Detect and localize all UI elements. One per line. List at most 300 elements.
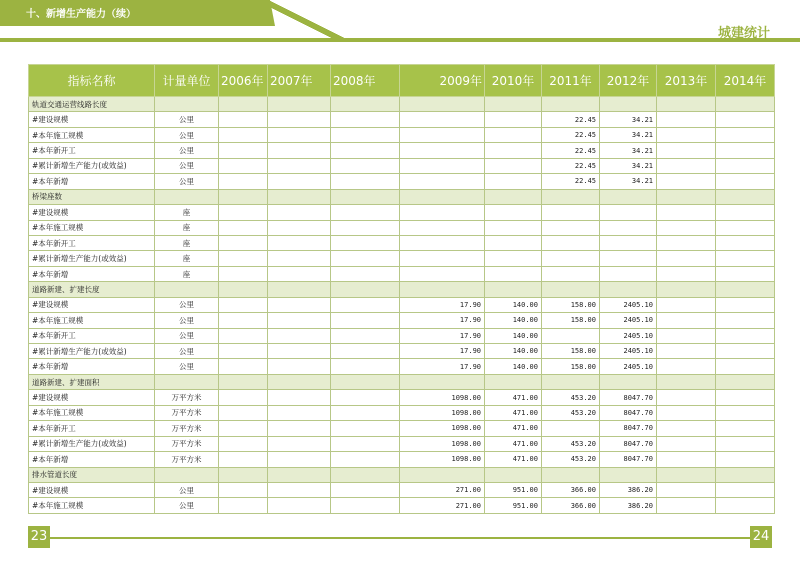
value-cell-2006年: [219, 359, 268, 374]
value-cell-2007年: [268, 158, 331, 173]
unit-cell: 座: [155, 251, 219, 266]
value-cell-2007年: [268, 482, 331, 497]
header-year-2008: 2008年: [331, 65, 400, 97]
value-cell-2012年: 2405.10: [600, 313, 657, 328]
value-cell-2013年: [657, 313, 716, 328]
header-rule: [0, 38, 800, 42]
unit-cell: 万平方米: [155, 390, 219, 405]
value-cell-2012年: [600, 205, 657, 220]
value-cell-2013年: [657, 328, 716, 343]
value-cell-2012年: 2405.10: [600, 328, 657, 343]
table-row: [29, 498, 775, 513]
value-cell-2010年: [485, 143, 542, 158]
value-cell-2010年: [485, 112, 542, 127]
value-cell-2011年: 158.00: [542, 344, 600, 359]
value-cell-2010年: [485, 158, 542, 173]
unit-cell: 公里: [155, 158, 219, 173]
unit-cell: 公里: [155, 297, 219, 312]
value-cell-2013年: [657, 158, 716, 173]
indicator-name-cell: #建设规模: [29, 482, 155, 497]
value-cell-2007年: [268, 189, 331, 204]
header-year-2009: 2009年: [400, 65, 485, 97]
value-cell-2008年: [331, 127, 400, 142]
unit-cell: 座: [155, 235, 219, 250]
value-cell-2006年: [219, 390, 268, 405]
page-number-left: 23: [28, 526, 50, 548]
value-cell-2006年: [219, 436, 268, 451]
value-cell-2011年: 22.45: [542, 112, 600, 127]
unit-cell: 万平方米: [155, 405, 219, 420]
value-cell-2009年: [400, 127, 485, 142]
unit-cell: 公里: [155, 112, 219, 127]
value-cell-2010年: 471.00: [485, 405, 542, 420]
value-cell-2006年: [219, 158, 268, 173]
value-cell-2013年: [657, 205, 716, 220]
value-cell-2011年: 22.45: [542, 127, 600, 142]
value-cell-2013年: [657, 297, 716, 312]
indicator-name-cell: #本年新增: [29, 359, 155, 374]
value-cell-2014年: [716, 390, 775, 405]
value-cell-2013年: [657, 97, 716, 112]
value-cell-2007年: [268, 421, 331, 436]
value-cell-2010年: [485, 174, 542, 189]
unit-cell: 公里: [155, 359, 219, 374]
value-cell-2010年: [485, 374, 542, 389]
value-cell-2008年: [331, 482, 400, 497]
page-number-right: 24: [750, 526, 772, 548]
value-cell-2012年: 8047.70: [600, 421, 657, 436]
value-cell-2006年: [219, 421, 268, 436]
value-cell-2007年: [268, 498, 331, 513]
table-row: [29, 158, 775, 173]
value-cell-2012年: 2405.10: [600, 359, 657, 374]
value-cell-2008年: [331, 405, 400, 420]
value-cell-2008年: [331, 390, 400, 405]
unit-cell: 公里: [155, 127, 219, 142]
value-cell-2006年: [219, 344, 268, 359]
header-diagonal-divider: [262, 0, 346, 42]
indicator-name-cell: #建设规模: [29, 390, 155, 405]
value-cell-2006年: [219, 297, 268, 312]
value-cell-2010年: 471.00: [485, 390, 542, 405]
value-cell-2013年: [657, 112, 716, 127]
value-cell-2009年: [400, 282, 485, 297]
table-row: [29, 405, 775, 420]
value-cell-2012年: 386.20: [600, 482, 657, 497]
table-row: [29, 220, 775, 235]
value-cell-2009年: 1098.00: [400, 452, 485, 467]
indicator-name-cell: #建设规模: [29, 297, 155, 312]
table-row: [29, 251, 775, 266]
value-cell-2009年: 17.90: [400, 297, 485, 312]
value-cell-2010年: [485, 282, 542, 297]
value-cell-2012年: 34.21: [600, 143, 657, 158]
value-cell-2010年: [485, 220, 542, 235]
indicator-name-cell: #本年施工规模: [29, 405, 155, 420]
value-cell-2012年: [600, 97, 657, 112]
value-cell-2009年: [400, 374, 485, 389]
value-cell-2010年: [485, 189, 542, 204]
table-section-row: [29, 282, 775, 297]
value-cell-2009年: 1098.00: [400, 390, 485, 405]
value-cell-2014年: [716, 374, 775, 389]
value-cell-2014年: [716, 174, 775, 189]
value-cell-2008年: [331, 374, 400, 389]
value-cell-2011年: [542, 266, 600, 281]
value-cell-2014年: [716, 405, 775, 420]
value-cell-2010年: 951.00: [485, 482, 542, 497]
value-cell-2009年: 271.00: [400, 498, 485, 513]
value-cell-2014年: [716, 97, 775, 112]
value-cell-2009年: [400, 220, 485, 235]
value-cell-2007年: [268, 313, 331, 328]
value-cell-2008年: [331, 282, 400, 297]
value-cell-2009年: [400, 174, 485, 189]
value-cell-2007年: [268, 112, 331, 127]
value-cell-2007年: [268, 359, 331, 374]
value-cell-2006年: [219, 97, 268, 112]
value-cell-2008年: [331, 313, 400, 328]
value-cell-2007年: [268, 282, 331, 297]
value-cell-2008年: [331, 220, 400, 235]
value-cell-2009年: [400, 112, 485, 127]
value-cell-2006年: [219, 174, 268, 189]
value-cell-2009年: [400, 266, 485, 281]
header-unit: 计量单位: [155, 65, 219, 97]
value-cell-2013年: [657, 467, 716, 482]
value-cell-2011年: [542, 374, 600, 389]
value-cell-2014年: [716, 127, 775, 142]
value-cell-2012年: [600, 467, 657, 482]
value-cell-2013年: [657, 405, 716, 420]
unit-cell: 万平方米: [155, 421, 219, 436]
indicator-name-cell: #建设规模: [29, 205, 155, 220]
value-cell-2010年: 471.00: [485, 421, 542, 436]
value-cell-2008年: [331, 467, 400, 482]
value-cell-2012年: [600, 235, 657, 250]
header-year-2007: 2007年: [268, 65, 331, 97]
value-cell-2013年: [657, 498, 716, 513]
value-cell-2008年: [331, 235, 400, 250]
header-year-2014: 2014年: [716, 65, 775, 97]
value-cell-2006年: [219, 251, 268, 266]
header-indicator-name: 指标名称: [29, 65, 155, 97]
value-cell-2014年: [716, 220, 775, 235]
value-cell-2009年: [400, 205, 485, 220]
unit-cell: 公里: [155, 174, 219, 189]
value-cell-2009年: [400, 467, 485, 482]
value-cell-2014年: [716, 189, 775, 204]
unit-cell: [155, 97, 219, 112]
value-cell-2013年: [657, 421, 716, 436]
header-year-2012: 2012年: [600, 65, 657, 97]
value-cell-2012年: [600, 282, 657, 297]
value-cell-2012年: 8047.70: [600, 436, 657, 451]
value-cell-2014年: [716, 452, 775, 467]
value-cell-2011年: [542, 282, 600, 297]
value-cell-2011年: [542, 97, 600, 112]
table-section-row: [29, 189, 775, 204]
value-cell-2008年: [331, 297, 400, 312]
value-cell-2011年: [542, 205, 600, 220]
table-row: [29, 452, 775, 467]
table-header-row: [29, 65, 775, 97]
value-cell-2011年: 453.20: [542, 452, 600, 467]
value-cell-2011年: 453.20: [542, 436, 600, 451]
brand-title: 城建统计: [717, 26, 770, 41]
value-cell-2014年: [716, 328, 775, 343]
value-cell-2013年: [657, 390, 716, 405]
value-cell-2007年: [268, 344, 331, 359]
value-cell-2012年: 34.21: [600, 158, 657, 173]
value-cell-2014年: [716, 205, 775, 220]
indicator-name-cell: #累计新增生产能力(或效益): [29, 436, 155, 451]
unit-cell: 座: [155, 220, 219, 235]
table-row: [29, 328, 775, 343]
value-cell-2014年: [716, 112, 775, 127]
indicator-name-cell: #累计新增生产能力(或效益): [29, 158, 155, 173]
value-cell-2009年: 271.00: [400, 482, 485, 497]
value-cell-2012年: 2405.10: [600, 344, 657, 359]
value-cell-2011年: [542, 421, 600, 436]
unit-cell: 公里: [155, 498, 219, 513]
value-cell-2013年: [657, 127, 716, 142]
value-cell-2008年: [331, 158, 400, 173]
indicator-name-cell: #本年新增: [29, 452, 155, 467]
value-cell-2014年: [716, 143, 775, 158]
unit-cell: [155, 467, 219, 482]
value-cell-2013年: [657, 359, 716, 374]
value-cell-2013年: [657, 282, 716, 297]
unit-cell: 公里: [155, 313, 219, 328]
value-cell-2011年: 22.45: [542, 158, 600, 173]
value-cell-2011年: [542, 467, 600, 482]
value-cell-2010年: [485, 266, 542, 281]
indicator-name-cell: 轨道交通运营线路长度: [29, 97, 155, 112]
value-cell-2007年: [268, 390, 331, 405]
value-cell-2009年: [400, 97, 485, 112]
value-cell-2007年: [268, 205, 331, 220]
value-cell-2013年: [657, 251, 716, 266]
value-cell-2006年: [219, 127, 268, 142]
indicator-name-cell: #本年施工规模: [29, 313, 155, 328]
value-cell-2014年: [716, 251, 775, 266]
value-cell-2008年: [331, 328, 400, 343]
value-cell-2011年: [542, 328, 600, 343]
value-cell-2011年: [542, 220, 600, 235]
value-cell-2008年: [331, 359, 400, 374]
indicator-name-cell: 道路新建、扩建长度: [29, 282, 155, 297]
value-cell-2012年: [600, 266, 657, 281]
value-cell-2008年: [331, 189, 400, 204]
value-cell-2008年: [331, 97, 400, 112]
indicator-name-cell: #本年新开工: [29, 328, 155, 343]
value-cell-2007年: [268, 97, 331, 112]
indicator-name-cell: #本年新增: [29, 266, 155, 281]
unit-cell: [155, 282, 219, 297]
indicator-name-cell: 道路新建、扩建面积: [29, 374, 155, 389]
value-cell-2006年: [219, 482, 268, 497]
value-cell-2014年: [716, 344, 775, 359]
value-cell-2014年: [716, 421, 775, 436]
value-cell-2013年: [657, 482, 716, 497]
value-cell-2011年: [542, 251, 600, 266]
value-cell-2013年: [657, 452, 716, 467]
value-cell-2013年: [657, 143, 716, 158]
value-cell-2011年: 366.00: [542, 498, 600, 513]
value-cell-2010年: 140.00: [485, 328, 542, 343]
value-cell-2009年: [400, 251, 485, 266]
table-row: [29, 127, 775, 142]
indicator-name-cell: 排水管道长度: [29, 467, 155, 482]
value-cell-2009年: 17.90: [400, 344, 485, 359]
value-cell-2012年: 2405.10: [600, 297, 657, 312]
value-cell-2008年: [331, 143, 400, 158]
value-cell-2009年: 17.90: [400, 313, 485, 328]
footer-rule: [50, 537, 750, 539]
value-cell-2013年: [657, 344, 716, 359]
indicator-name-cell: #本年施工规模: [29, 127, 155, 142]
value-cell-2013年: [657, 266, 716, 281]
header-year-2010: 2010年: [485, 65, 542, 97]
value-cell-2014年: [716, 282, 775, 297]
indicator-name-cell: #本年新开工: [29, 421, 155, 436]
value-cell-2014年: [716, 266, 775, 281]
value-cell-2010年: [485, 127, 542, 142]
table-body: [29, 97, 775, 514]
value-cell-2008年: [331, 266, 400, 281]
unit-cell: [155, 189, 219, 204]
value-cell-2012年: [600, 374, 657, 389]
value-cell-2006年: [219, 467, 268, 482]
value-cell-2008年: [331, 344, 400, 359]
value-cell-2012年: 34.21: [600, 127, 657, 142]
value-cell-2014年: [716, 297, 775, 312]
indicator-name-cell: #累计新增生产能力(或效益): [29, 344, 155, 359]
value-cell-2006年: [219, 282, 268, 297]
value-cell-2006年: [219, 313, 268, 328]
unit-cell: 万平方米: [155, 436, 219, 451]
header-year-2011: 2011年: [542, 65, 600, 97]
value-cell-2009年: [400, 143, 485, 158]
value-cell-2011年: [542, 235, 600, 250]
value-cell-2006年: [219, 405, 268, 420]
value-cell-2012年: [600, 251, 657, 266]
value-cell-2013年: [657, 374, 716, 389]
value-cell-2009年: 1098.00: [400, 405, 485, 420]
value-cell-2007年: [268, 405, 331, 420]
value-cell-2013年: [657, 220, 716, 235]
value-cell-2009年: 1098.00: [400, 421, 485, 436]
table-row: [29, 313, 775, 328]
statistics-table: [28, 64, 775, 514]
table-section-row: [29, 374, 775, 389]
indicator-name-cell: #建设规模: [29, 112, 155, 127]
value-cell-2011年: 22.45: [542, 143, 600, 158]
value-cell-2007年: [268, 266, 331, 281]
value-cell-2007年: [268, 374, 331, 389]
table-row: [29, 205, 775, 220]
table-row: [29, 266, 775, 281]
unit-cell: 公里: [155, 328, 219, 343]
value-cell-2006年: [219, 452, 268, 467]
table-row: [29, 344, 775, 359]
table-row: [29, 390, 775, 405]
value-cell-2010年: [485, 235, 542, 250]
value-cell-2008年: [331, 436, 400, 451]
value-cell-2010年: [485, 205, 542, 220]
value-cell-2012年: 34.21: [600, 112, 657, 127]
value-cell-2007年: [268, 220, 331, 235]
value-cell-2011年: 366.00: [542, 482, 600, 497]
value-cell-2007年: [268, 251, 331, 266]
value-cell-2007年: [268, 297, 331, 312]
value-cell-2007年: [268, 328, 331, 343]
value-cell-2006年: [219, 235, 268, 250]
value-cell-2012年: 8047.70: [600, 452, 657, 467]
indicator-name-cell: #本年施工规模: [29, 220, 155, 235]
table-row: [29, 297, 775, 312]
value-cell-2009年: 1098.00: [400, 436, 485, 451]
indicator-name-cell: #本年新增: [29, 174, 155, 189]
value-cell-2009年: [400, 158, 485, 173]
value-cell-2009年: 17.90: [400, 328, 485, 343]
value-cell-2008年: [331, 498, 400, 513]
value-cell-2014年: [716, 467, 775, 482]
value-cell-2008年: [331, 205, 400, 220]
value-cell-2014年: [716, 482, 775, 497]
indicator-name-cell: #本年施工规模: [29, 498, 155, 513]
value-cell-2012年: 386.20: [600, 498, 657, 513]
value-cell-2014年: [716, 498, 775, 513]
table-row: [29, 421, 775, 436]
value-cell-2007年: [268, 235, 331, 250]
table-row: [29, 143, 775, 158]
value-cell-2008年: [331, 112, 400, 127]
section-title: 十、新增生产能力（续）: [26, 9, 136, 20]
value-cell-2010年: [485, 251, 542, 266]
value-cell-2010年: 140.00: [485, 313, 542, 328]
unit-cell: 万平方米: [155, 452, 219, 467]
value-cell-2014年: [716, 359, 775, 374]
value-cell-2006年: [219, 220, 268, 235]
value-cell-2010年: 140.00: [485, 297, 542, 312]
value-cell-2009年: 17.90: [400, 359, 485, 374]
unit-cell: 座: [155, 266, 219, 281]
value-cell-2008年: [331, 421, 400, 436]
value-cell-2006年: [219, 205, 268, 220]
value-cell-2007年: [268, 143, 331, 158]
value-cell-2010年: [485, 467, 542, 482]
value-cell-2012年: 8047.70: [600, 390, 657, 405]
value-cell-2009年: [400, 189, 485, 204]
indicator-name-cell: #累计新增生产能力(或效益): [29, 251, 155, 266]
value-cell-2011年: 158.00: [542, 359, 600, 374]
value-cell-2014年: [716, 313, 775, 328]
value-cell-2013年: [657, 235, 716, 250]
value-cell-2007年: [268, 436, 331, 451]
table-row: [29, 436, 775, 451]
value-cell-2014年: [716, 158, 775, 173]
value-cell-2010年: 140.00: [485, 359, 542, 374]
value-cell-2007年: [268, 467, 331, 482]
value-cell-2006年: [219, 374, 268, 389]
value-cell-2007年: [268, 174, 331, 189]
value-cell-2008年: [331, 174, 400, 189]
value-cell-2010年: 951.00: [485, 498, 542, 513]
table-row: [29, 482, 775, 497]
value-cell-2012年: 34.21: [600, 174, 657, 189]
